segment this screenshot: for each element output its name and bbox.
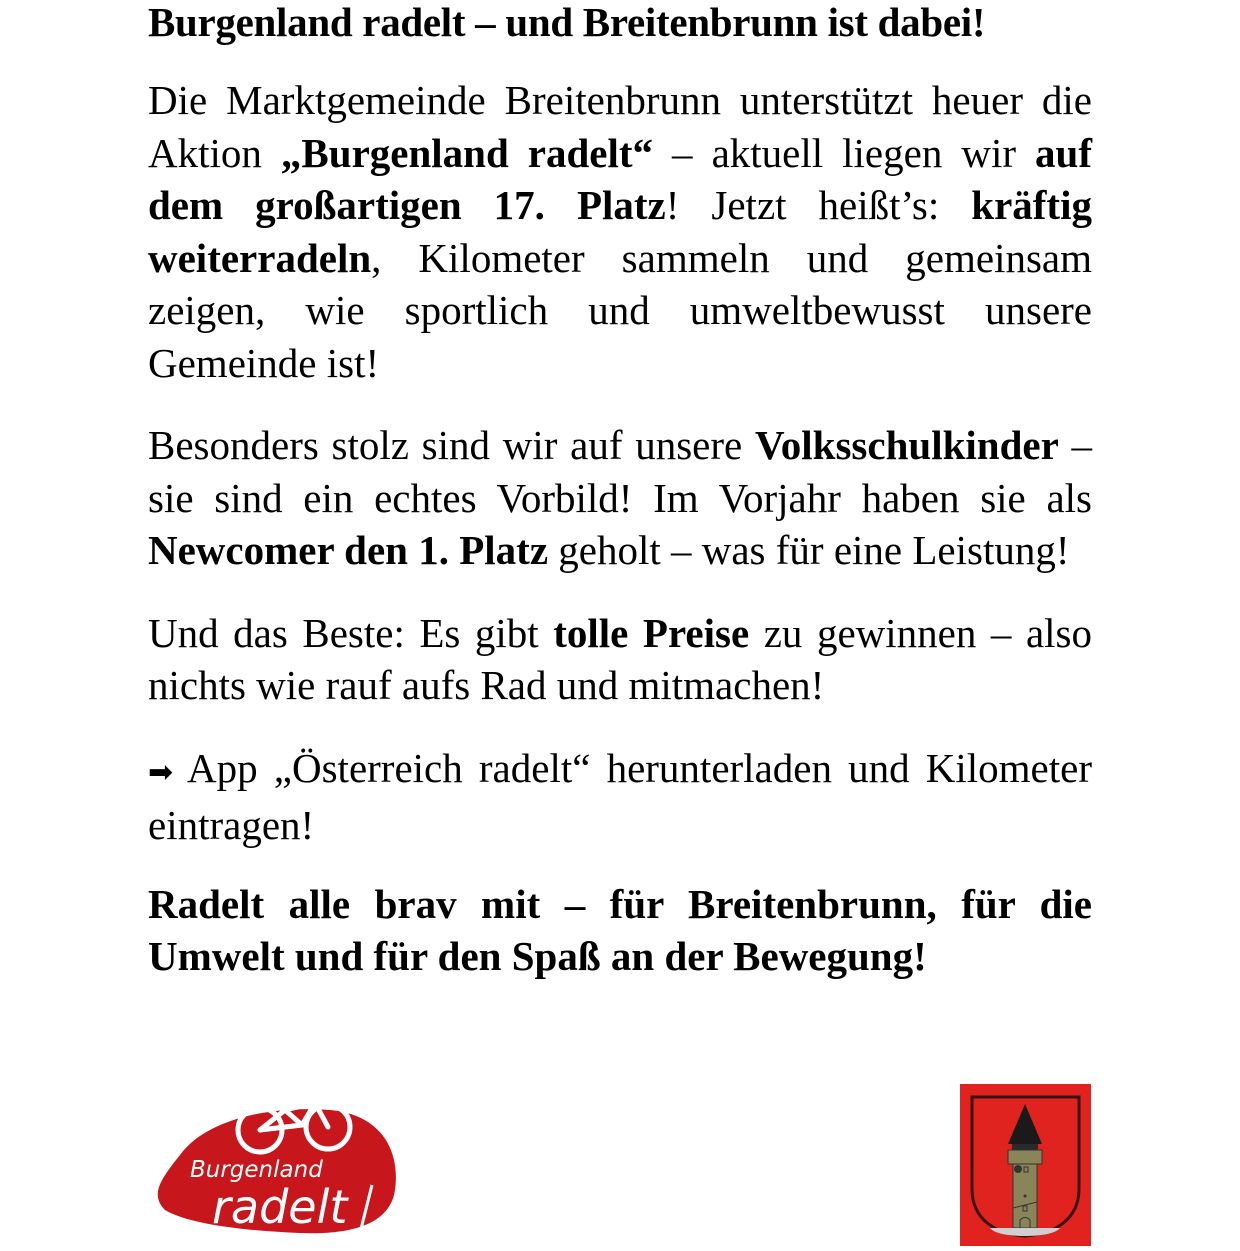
school-kids-highlight: Volksschulkinder xyxy=(754,422,1059,468)
first-place-highlight: Newcomer den 1. Platz xyxy=(148,527,549,573)
flyer-page xyxy=(148,0,1092,982)
flyer-title: Burgenland radelt – und Breitenbrunn ist dabei! xyxy=(148,0,986,45)
text: geholt – was für eine Leistung! xyxy=(548,527,1070,573)
arrow-right-icon: ➡ xyxy=(148,754,174,790)
text: – aktuell liegen wir xyxy=(653,129,1036,176)
call-to-action-highlight: kräftig weiterradeln xyxy=(148,182,1092,281)
svg-text:radelt: radelt xyxy=(212,1180,348,1234)
text: App „Österreich radelt“ herunterladen und Kilometer eintragen! xyxy=(148,744,1092,848)
text: Besonders stolz sind wir auf unsere xyxy=(148,422,755,468)
paragraph-school-kids xyxy=(148,419,1092,577)
closing-statement: Radelt alle brav mit – für Breitenbrunn, für die Umwelt und für den Spaß an der Bewegung! xyxy=(148,880,1092,979)
ranking-highlight: auf dem großartigen 17. Platz xyxy=(148,129,1092,228)
svg-text:Burgenland: Burgenland xyxy=(190,1157,323,1183)
prizes-highlight: tolle Preise xyxy=(553,609,750,656)
paragraph-campaign xyxy=(148,74,1092,389)
paragraph-prizes xyxy=(148,607,1092,712)
text: ! Jetzt heißt’s: xyxy=(665,182,972,228)
text: – sie sind ein echtes Vorbild! Im Vorjahr haben sie als xyxy=(148,422,1093,521)
paragraph-app-instruction xyxy=(148,742,1092,852)
text: , Kilometer sammeln und gemeinsam zeigen, wie sportlich und umweltbewusst unsere Gemeinde ist! xyxy=(148,234,1092,386)
text: Die Marktgemeinde Breitenbrunn unterstützt heuer die Aktion xyxy=(148,77,1092,176)
burgenland-radelt-logo xyxy=(150,1085,405,1235)
text: zu gewinnen – also nichts wie rauf aufs Rad und mitmachen! xyxy=(148,609,1092,708)
breitenbrunn-coat-of-arms xyxy=(960,1084,1091,1246)
campaign-name: „Burgenland radelt“ xyxy=(280,129,654,176)
tower-crest-icon xyxy=(960,1084,1091,1246)
bicycle-icon xyxy=(150,1085,405,1235)
text: Und das Beste: Es gibt xyxy=(148,609,554,656)
